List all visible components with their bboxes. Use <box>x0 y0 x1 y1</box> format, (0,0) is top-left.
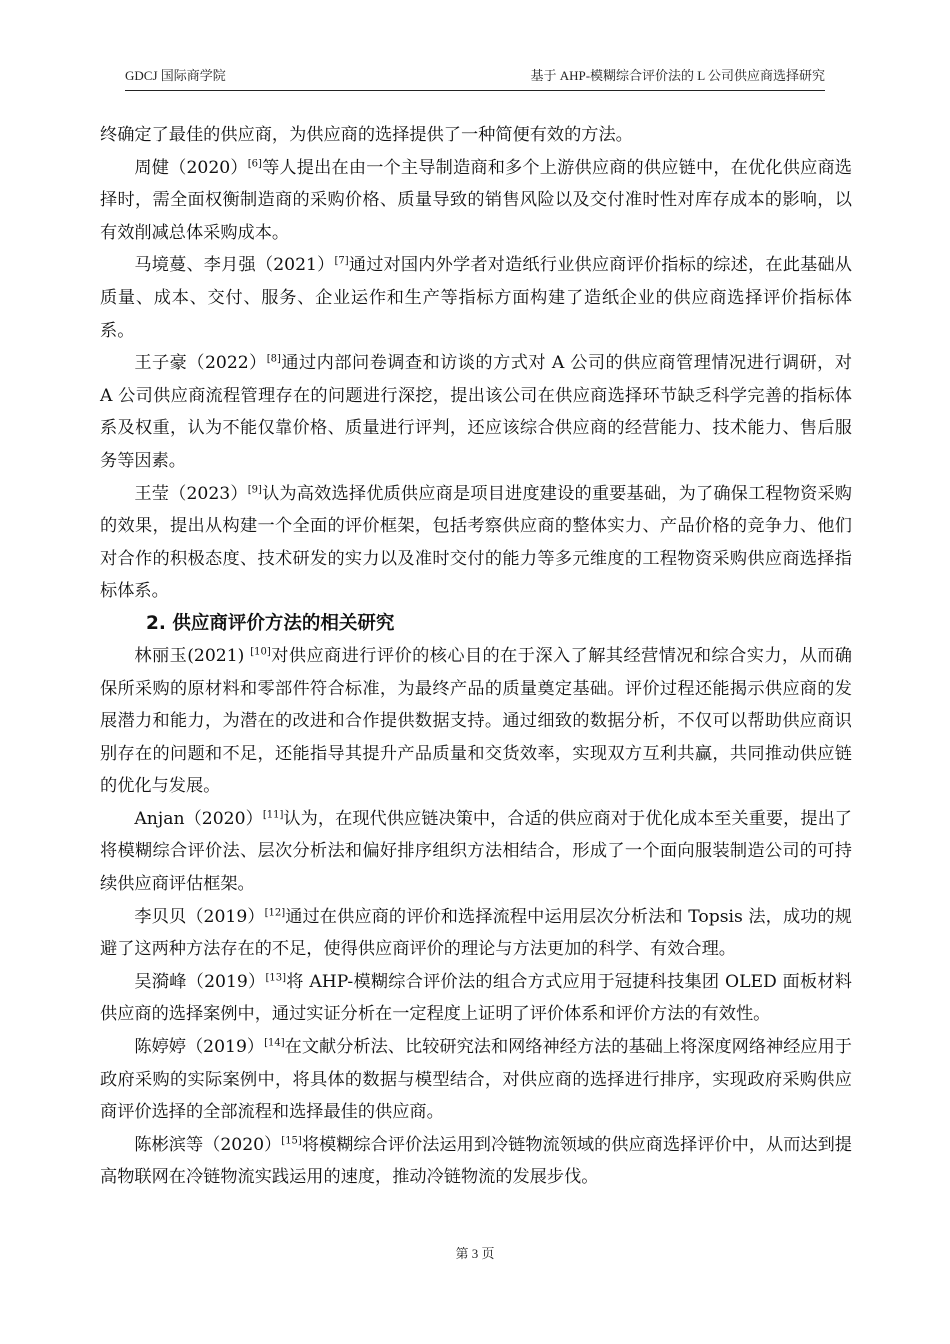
paragraph: 吴漪峰（2019）[13]将 AHP-模糊综合评价法的组合方式应用于冠捷科技集团 OLED 面板材料供应商的选择案例中，通过实证分析在一定程度上证明了评价体系和评价方法的有效性。 <box>100 971 852 1025</box>
page-header <box>125 66 825 91</box>
paragraph: 陈彬滨等（2020）[15]将模糊综合评价法运用到冷链物流领域的供应商选择评价中，从而达到提高物联网在冷链物流实践运用的速度，推动冷链物流的发展步伐。 <box>100 1134 852 1188</box>
page-body <box>100 119 852 1194</box>
header-thesis-title: 基于 AHP-模糊综合评价法的 L 公司供应商选择研究 <box>530 68 825 83</box>
paragraph: 王莹（2023）[9]认为高效选择优质供应商是项目进度建设的重要基础，为了确保工程物资采购的效果，提出从构建一个全面的评价框架，包括考察供应商的整体实力、产品价格的竞争力、他们对合作的积极态度、技术研发的实力以及准时交付的能力等多元维度的工程物资采购供应商选择指标体系。 <box>100 483 852 602</box>
page-number: 第 3 页 <box>455 1246 495 1261</box>
paragraph: 马境蔓、李月强（2021）[7]通过对国内外学者对造纸行业供应商评价指标的综述，在此基础从质量、成本、交付、服务、企业运作和生产等指标方面构建了造纸企业的供应商选择评价指标体系。 <box>100 255 852 341</box>
citation-ref: [14] <box>264 1037 285 1049</box>
paragraph: 李贝贝（2019）[12]通过在供应商的评价和选择流程中运用层次分析法和 Topsis 法，成功的规避了这两种方法存在的不足，使得供应商评价的理论与方法更加的科学、有效合理。 <box>100 906 852 960</box>
citation-ref: [7] <box>334 255 349 267</box>
section-heading: 2. 供应商评价方法的相关研究 <box>146 612 395 634</box>
paragraph: 周健（2020）[6]等人提出在由一个主导制造商和多个上游供应商的供应链中，在优化供应商选择时，需全面权衡制造商的采购价格、质量导致的销售风险以及交付准时性对库存成本的影响，以有效削减总体采购成本。 <box>100 157 852 243</box>
citation-ref: [11] <box>262 809 284 821</box>
paragraph: 终确定了最佳的供应商，为供应商的选择提供了一种简便有效的方法。 <box>100 125 633 145</box>
citation-ref: [12] <box>264 906 286 918</box>
citation-ref: [8] <box>266 353 281 365</box>
header-institution: GDCJ 国际商学院 <box>125 68 226 83</box>
paragraph: 王子豪（2022）[8]通过内部问卷调查和访谈的方式对 A 公司的供应商管理情况进行调研，对 A 公司供应商流程管理存在的问题进行深挖，提出该公司在供应商选择环节缺乏科学完善的指标体系及权重，认为不能仅靠价格、质量进行评判，还应该综合供应商的经营能力、技术能力、售后服务等因素。 <box>100 353 852 471</box>
paragraph: 林丽玉(2021) [10]对供应商进行评价的核心目的在于深入了解其经营情况和综合实力，从而确保所采购的原材料和零部件符合标准，为最终产品的质量奠定基础。评价过程还能揭示供应商的发展潜力和能力，为潜在的改进和合作提供数据支持。通过细致的数据分析，不仅可以帮助供应商识别存在的问题和不足，还能指导其提升产品质量和交货效率，实现双方互利共赢，共同推动供应链的优化与发展。 <box>100 645 852 797</box>
paragraph: Anjan（2020）[11]认为，在现代供应链决策中，合适的供应商对于优化成本至关重要，提出了将模糊综合评价法、层次分析法和偏好排序组织方法相结合，形成了一个面向服装制造公司的可持续供应商评估框架。 <box>100 808 852 895</box>
citation-ref: [9] <box>247 483 262 495</box>
citation-ref: [13] <box>265 972 287 984</box>
citation-ref: [10] <box>250 646 271 658</box>
citation-ref: [15] <box>281 1135 302 1147</box>
paragraph: 陈婷婷（2019）[14]在文献分析法、比较研究法和网络神经方法的基础上将深度网络神经应用于政府采购的实际案例中，将具体的数据与模型结合，对供应商的选择进行排序，实现政府采购供应商评价选择的全部流程和选择最佳的供应商。 <box>100 1037 852 1123</box>
citation-ref: [6] <box>247 157 262 169</box>
